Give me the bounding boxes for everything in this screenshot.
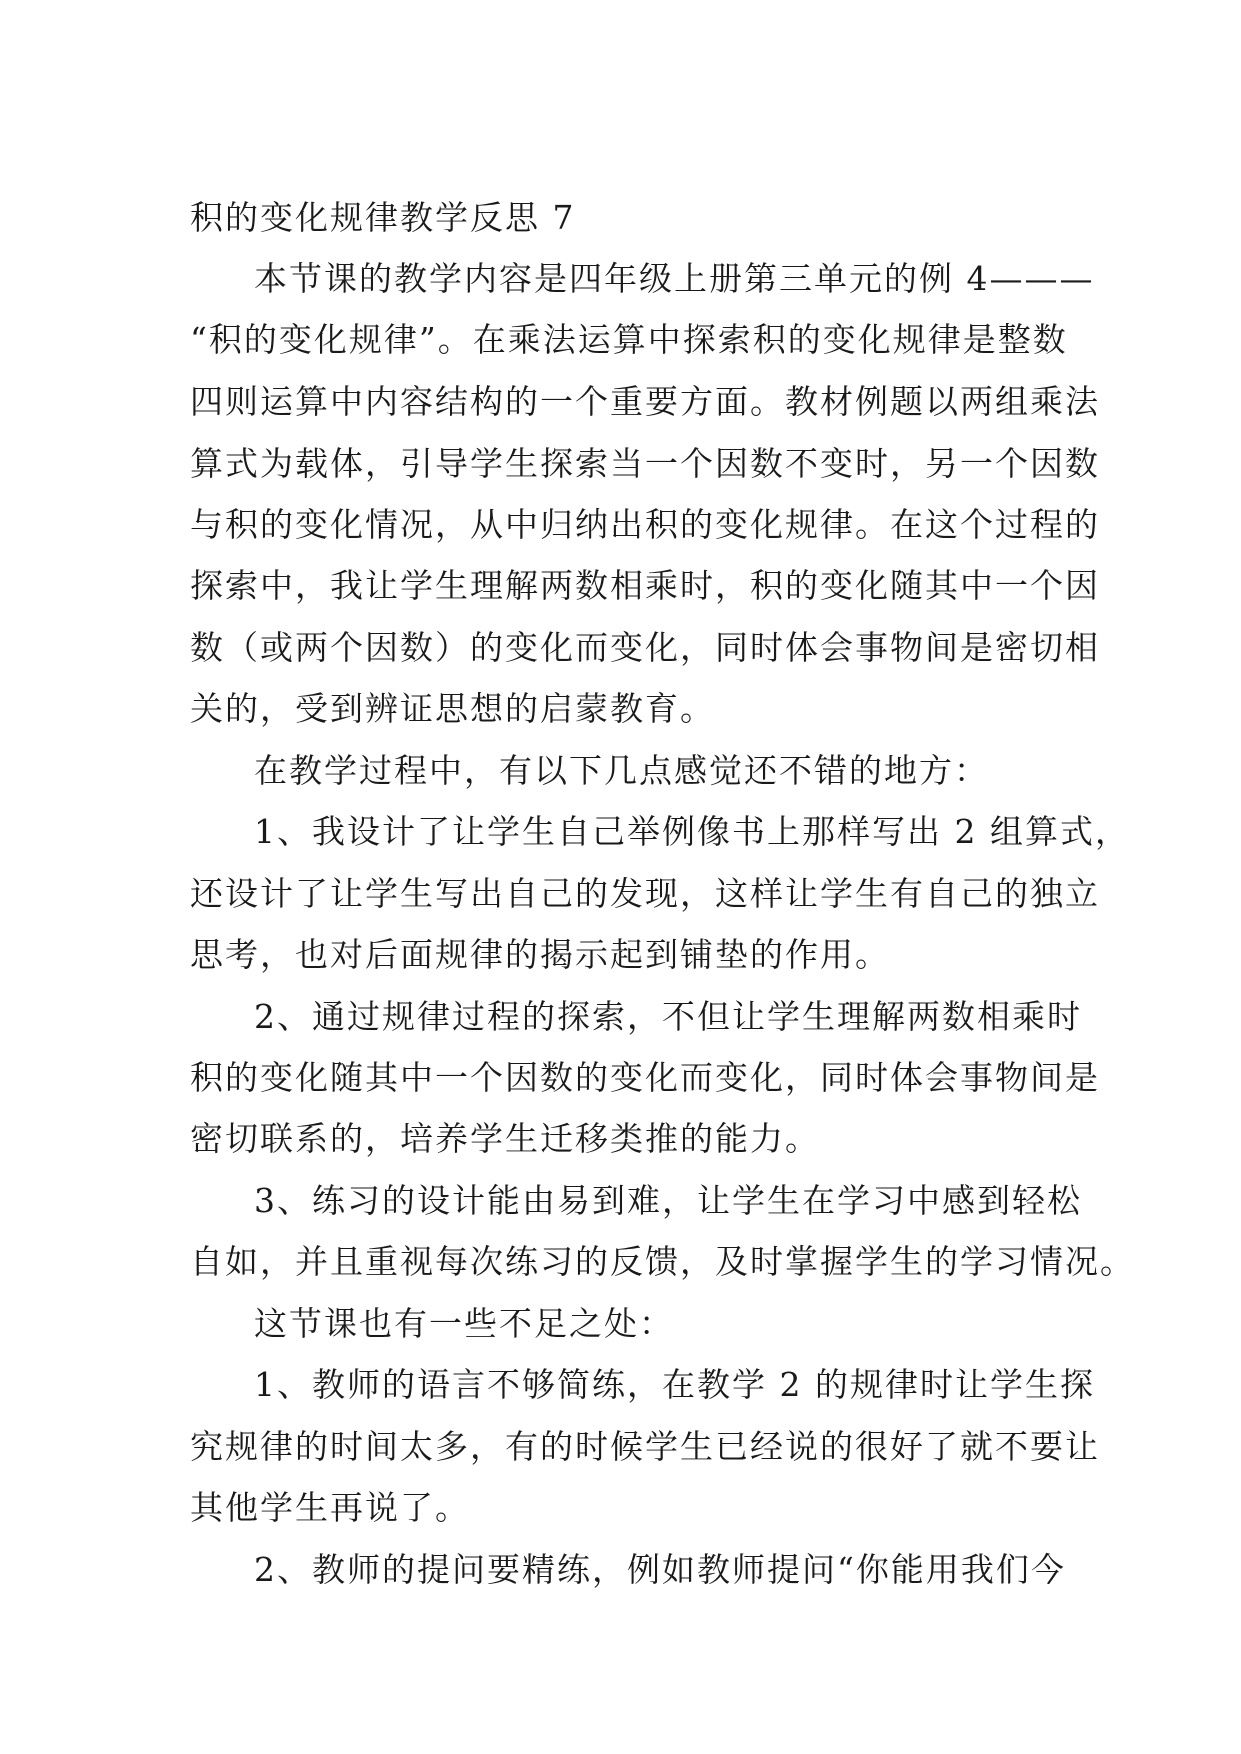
paragraph-line: 与积的变化情况，从中归纳出积的变化规律。在这个过程的	[190, 505, 1100, 544]
paragraph-line: 算式为载体，引导学生探索当一个因数不变时，另一个因数	[190, 444, 1100, 483]
paragraph-line: 思考，也对后面规律的揭示起到铺垫的作用。	[190, 935, 890, 974]
paragraph-line: 这节课也有一些不足之处：	[254, 1304, 674, 1343]
paragraph-line: 还设计了让学生写出自己的发现，这样让学生有自己的独立	[190, 874, 1100, 913]
paragraph-line: 2、教师的提问要精练，例如教师提问“你能用我们今	[254, 1550, 1066, 1589]
paragraph-line: 究规律的时间太多，有的时候学生已经说的很好了就不要让	[190, 1427, 1100, 1466]
paragraph-line: 其他学生再说了。	[190, 1488, 470, 1527]
paragraph-line: 2、通过规律过程的探索，不但让学生理解两数相乘时	[254, 997, 1082, 1036]
paragraph-line: 积的变化随其中一个因数的变化而变化，同时体会事物间是	[190, 1058, 1100, 1097]
paragraph-line: 关的，受到辨证思想的启蒙教育。	[190, 689, 715, 728]
paragraph-line: 密切联系的，培养学生迁移类推的能力。	[190, 1119, 820, 1158]
paragraph-line: 数（或两个因数）的变化而变化，同时体会事物间是密切相	[190, 628, 1100, 667]
paragraph-line: 探索中，我让学生理解两数相乘时，积的变化随其中一个因	[190, 566, 1100, 605]
paragraph-line: 自如，并且重视每次练习的反馈，及时掌握学生的学习情况。	[190, 1242, 1135, 1281]
document-title: 积的变化规律教学反思 7	[190, 198, 576, 237]
paragraph-line: 四则运算中内容结构的一个重要方面。教材例题以两组乘法	[190, 382, 1100, 421]
paragraph-line: 1、教师的语言不够简练，在教学 2 的规律时让学生探	[254, 1365, 1095, 1404]
paragraph-line: 在教学过程中，有以下几点感觉还不错的地方：	[254, 751, 989, 790]
paragraph-line: 3、练习的设计能由易到难，让学生在学习中感到轻松	[254, 1181, 1082, 1220]
paragraph-line: 1、我设计了让学生自己举例像书上那样写出 2 组算式，	[254, 812, 1130, 851]
paragraph-line: “积的变化规律”。在乘法运算中探索积的变化规律是整数	[190, 320, 1068, 359]
paragraph-line: 本节课的教学内容是四年级上册第三单元的例 4———	[254, 259, 1095, 298]
